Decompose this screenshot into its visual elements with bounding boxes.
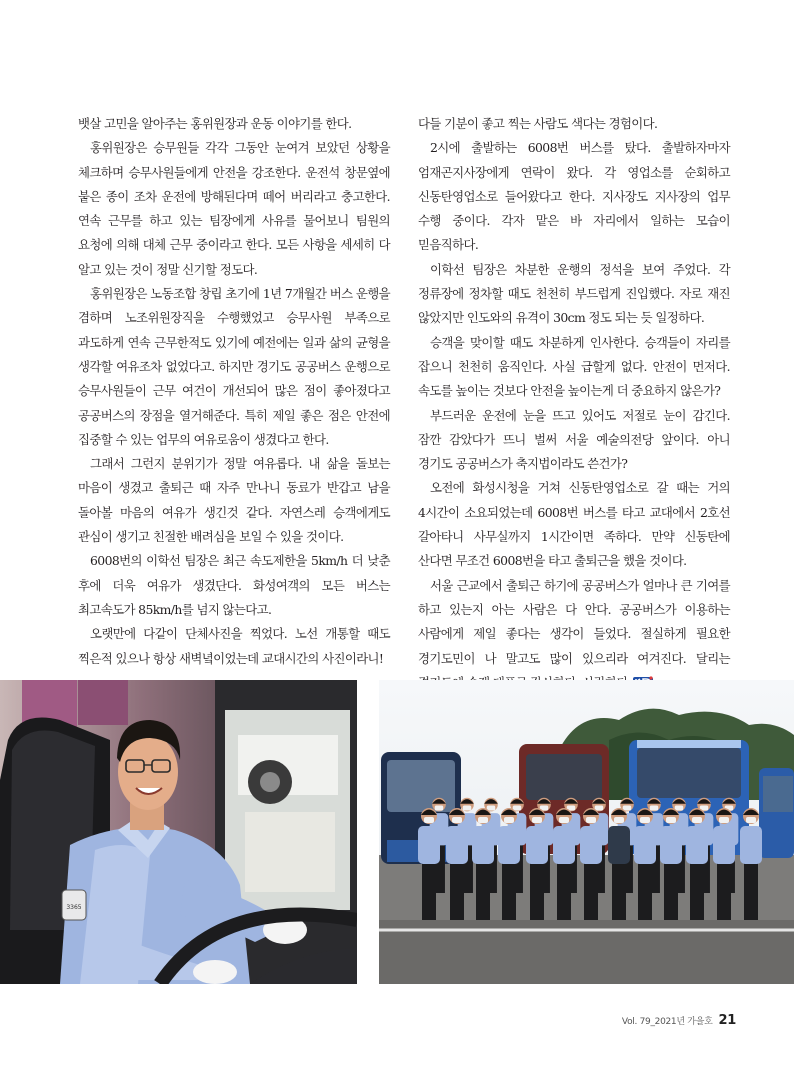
paragraph: 부드러운 운전에 눈을 뜨고 있어도 저절로 눈이 감긴다. 잠깐 감았다가 뜨니 벌써 서울 예술의전당 앞이다. 아니 경기도 공공버스가 축지법이라도 쓴건가? (418, 407, 730, 472)
paragraph: 승객을 맞이할 때도 차분하게 인사한다. 승객들이 자리를 잡으니 천천히 움직인다. 사실 급할게 없다. 안전이 먼저다. 속도를 높이는 것보다 안전을 높이는게 더 중요하지 않은가? (418, 334, 730, 399)
paragraph: 6008번의 이학선 팀장은 최근 속도제한을 5km/h 더 낮춘 후에 더욱 여유가 생겼단다. 화성여객의 모든 버스는 최고속도가 85km/h를 넘지 않는다고. (78, 553, 390, 617)
paragraph: 다들 기분이 좋고 찍는 사람도 색다는 경험이다. (418, 116, 658, 131)
paragraph: 홍위원장은 승무원들 각각 그동안 눈여겨 보았던 상황을 체크하며 승무사원들에게 안전을 강조한다. 운전석 창문옆에 붙은 종이 조차 운전에 방해된다며 떼어 버리라고 충고한다. 연속 근무를 하고 있는 팀장에게 사유를 물어보니 팀원의 요청에 의해 대체 근무 중이라고 한다. 모든 사항을 세세히 다 알고 있는 것이 정말 신기할 정도다. (78, 140, 390, 277)
issue-label: Vol. 79_2021년 가을호 (621, 1017, 713, 1027)
paragraph: 이학선 팀장은 차분한 운행의 정석을 보여 주었다. 각 정류장에 정차할 때도 천천히 부드럽게 진입했다. 자로 재진 않았지만 인도와의 유격이 30cm 정도 되는 듯 일정하다. (418, 261, 730, 326)
paragraph: 오전에 화성시청을 거쳐 신동탄영업소로 갈 때는 거의 4시간이 소요되었는데 6008번 버스를 타고 교대에서 2호선 갈아타니 사무실까지 1시간이면 족하다. 만약 신동탄에 산다면 무조건 6008번을 타고 출퇴근을 했을 것이다. (418, 480, 730, 569)
paragraph: 오랫만에 다같이 단체사진을 찍었다. 노선 개통할 때도 찍은적 있으나 항상 새벽녘이었는데 교대시간의 사진이라니! (78, 626, 390, 666)
paragraph: 그래서 그런지 분위기가 정말 여유롭다. 내 삶을 돌보는 마음이 생겼고 출퇴근 때 자주 만나니 동료가 반갑고 남을 돌아볼 마음의 여유가 생긴것 같다. 자연스레 승객에게도 관심이 생기고 친절한 배려심을 보일 수 있을 것이다. (78, 456, 390, 545)
paragraph: 2시에 출발하는 6008번 버스를 탔다. 출발하자마자 엄재곤지사장에게 연락이 왔다. 각 영업소를 순회하고 신동탄영업소로 들어왔다고 한다. 지사장도 지사장의 업무 수행 중이다. 각자 맡은 바 자리에서 일하는 모습이 믿음직하다. (418, 140, 730, 253)
paragraph: 뱃살 고민을 알아주는 홍위원장과 운동 이야기를 한다. (78, 116, 352, 131)
paragraph (418, 574, 730, 695)
shoulder-patch-label: 3365 (66, 904, 82, 911)
driver-portrait-photo (0, 680, 357, 984)
page-footer (622, 1013, 736, 1028)
article-column-right (418, 112, 730, 695)
paragraph: 홍위원장은 노동조합 창립 초기에 1년 7개월간 버스 운행을 겸하며 노조위원장직을 수행했었고 승무사원 부족으로 과도하게 연속 근무한적도 있기에 예전에는 일과 삶의 균형을 생각할 여유조차 없었다고. 하지만 경기도 공공버스 운행으로 승무사원들이 근무 여건이 개선되어 많은 점이 좋아졌다고 공공버스의 장점을 열거해준다. 특히 제일 좋은 점은 안전에 집중할 수 있는 업무의 여유로움이 생겼다고 한다. (78, 286, 390, 447)
article-column-left (78, 112, 390, 671)
page-number: 21 (718, 1013, 736, 1028)
closing-paragraph-text: 서울 근교에서 출퇴근 하기에 공공버스가 얼마나 큰 기여를 하고 있는지 아는 사람은 다 안다. 공공버스가 이용하는 사람에게 제일 좋다는 생각이 들었다. 절실하게 필요한 경기도민이 나 말고도 많이 있으리라 여겨진다. 달리는 (418, 577, 730, 666)
group-photo (379, 680, 794, 984)
